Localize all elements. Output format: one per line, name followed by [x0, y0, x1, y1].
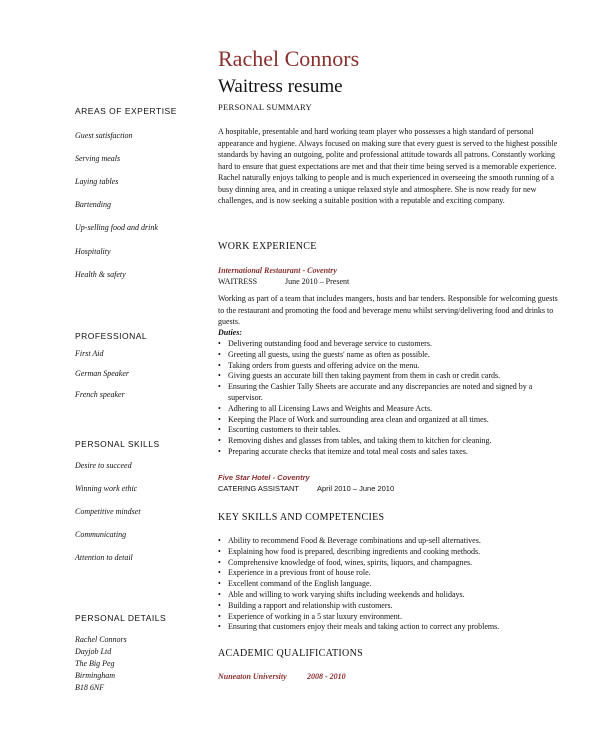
- expertise-item: Laying tables: [75, 177, 119, 186]
- key-skills-heading: KEY SKILLS AND COMPETENCIES: [218, 512, 385, 523]
- key-skill-item: • Experience in a previous front of house role.: [228, 568, 568, 579]
- job-role: [218, 484, 394, 493]
- duty-item: • Giving guests an accurate bill then taking payment from them in cash or credit cards.: [228, 371, 558, 382]
- institution: Nuneaton University: [218, 672, 287, 681]
- key-skill-item: • Comprehensive knowledge of food, wines, spirits, liquors, and champagnes.: [228, 558, 568, 569]
- duty-item: • Delivering outstanding food and beverage service to customers.: [228, 339, 558, 350]
- key-skill-item: • Ability to recommend Food & Beverage combinations and up-sell alternatives.: [228, 536, 568, 547]
- role-dates: April 2010 – June 2010: [317, 484, 395, 493]
- personal-details-heading: PERSONAL DETAILS: [75, 613, 167, 623]
- resume-subtitle: Waitress resume: [218, 76, 343, 97]
- detail-line: B18 6NF: [75, 683, 105, 692]
- key-skill-item: • Experience of working in a 5 star luxury environment.: [228, 612, 568, 623]
- duty-item: • Taking orders from guests and offering advice on the menu.: [228, 361, 558, 372]
- professional-item: First Aid: [75, 349, 104, 358]
- key-skill-item: • Excellent command of the English language.: [228, 579, 568, 590]
- candidate-name: Rachel Connors: [218, 46, 360, 71]
- key-skill-item: • Building a rapport and relationship with customers.: [228, 601, 568, 612]
- job-role: [218, 277, 349, 286]
- job-description: Working as part of a team that includes mangers, hosts and bar tenders. Responsible for welcoming guests to the restaurant and promoting the food and beverage menu whilst serving/delivering food and drinks to guests.: [218, 294, 558, 326]
- expertise-item: Up-selling food and drink: [75, 223, 158, 232]
- duty-item: • Preparing accurate checks that itemize and total meal costs and sales taxes.: [228, 447, 558, 458]
- expertise-item: Health & safety: [75, 270, 126, 279]
- expertise-item: Guest satisfaction: [75, 131, 133, 140]
- role-title: WAITRESS: [218, 277, 258, 286]
- skill-item: Competitive mindset: [75, 507, 141, 516]
- duty-item: • Greeting all guests, using the guests' name as often as possible.: [228, 350, 558, 361]
- duties-label: Duties:: [218, 328, 242, 337]
- academic-entry: [218, 672, 346, 681]
- employer-name: International Restaurant - Coventry: [218, 266, 337, 275]
- academic-heading: ACADEMIC QUALIFICATIONS: [218, 648, 363, 659]
- detail-line: Dayjob Ltd: [75, 647, 112, 656]
- skill-item: Desire to succeed: [75, 461, 132, 470]
- key-skills-list: [218, 536, 568, 633]
- personal-skills-heading: PERSONAL SKILLS: [75, 439, 160, 449]
- key-skill-item: • Able and willing to work varying shifts including weekends and holidays.: [228, 590, 568, 601]
- detail-line: Birmingham: [75, 671, 115, 680]
- skill-item: Attention to detail: [75, 553, 133, 562]
- professional-item: German Speaker: [75, 369, 129, 378]
- expertise-item: Hospitality: [75, 247, 111, 256]
- role-title: CATERING ASSISTANT: [218, 484, 299, 493]
- skill-item: Winning work ethic: [75, 484, 138, 493]
- academic-dates: 2008 - 2010: [307, 672, 346, 681]
- detail-line: Rachel Connors: [75, 635, 127, 644]
- duties-list: [218, 339, 558, 458]
- duty-item: • Keeping the Place of Work and surrounding area clean and organized at all times.: [228, 415, 558, 426]
- professional-heading: PROFESSIONAL: [75, 331, 148, 341]
- summary-text: A hospitable, presentable and hard working team player who possesses a high standard of personal appearance and hygiene. Always focused on making sure that every guest is served to the highest possible standards by having an outgoing, polite and professional attitude towards all patrons. Constantly working hard to ensure that guest expectations are met and that their time being served is a memorable experience. Rachel naturally enjoys talking to people and is much experienced in overseeing the smooth running of a busy dinning area, and in creating a unique relaxed style and atmosphere. She is now ready for new challenges, and is now seeking a suitable position with a reputable and exciting company.: [218, 127, 558, 205]
- expertise-item: Bartending: [75, 200, 111, 209]
- duty-item: • Ensuring the Cashier Tally Sheets are accurate and any discrepancies are noted and signed by a supervisor.: [228, 382, 558, 404]
- professional-item: French speaker: [75, 390, 125, 399]
- duty-item: • Escorting customers to their tables.: [228, 425, 558, 436]
- key-skill-item: • Ensuring that customers enjoy their meals and taking action to correct any problems.: [228, 622, 568, 633]
- skill-item: Communicating: [75, 530, 127, 539]
- expertise-heading: AREAS OF EXPERTISE: [75, 106, 177, 116]
- summary-heading: PERSONAL SUMMARY: [218, 102, 312, 112]
- expertise-item: Serving meals: [75, 154, 121, 163]
- duty-item: • Adhering to all Licensing Laws and Weights and Measure Acts.: [228, 404, 558, 415]
- duty-item: • Removing dishes and glasses from tables, and taking them to kitchen for cleaning.: [228, 436, 558, 447]
- key-skill-item: • Explaining how food is prepared, describing ingredients and cooking methods.: [228, 547, 568, 558]
- work-heading: WORK EXPERIENCE: [218, 241, 317, 252]
- role-dates: June 2010 – Present: [285, 277, 350, 286]
- detail-line: The Big Peg: [75, 659, 115, 668]
- personal-details: [75, 634, 127, 694]
- employer-name: Five Star Hotel - Coventry: [218, 473, 310, 482]
